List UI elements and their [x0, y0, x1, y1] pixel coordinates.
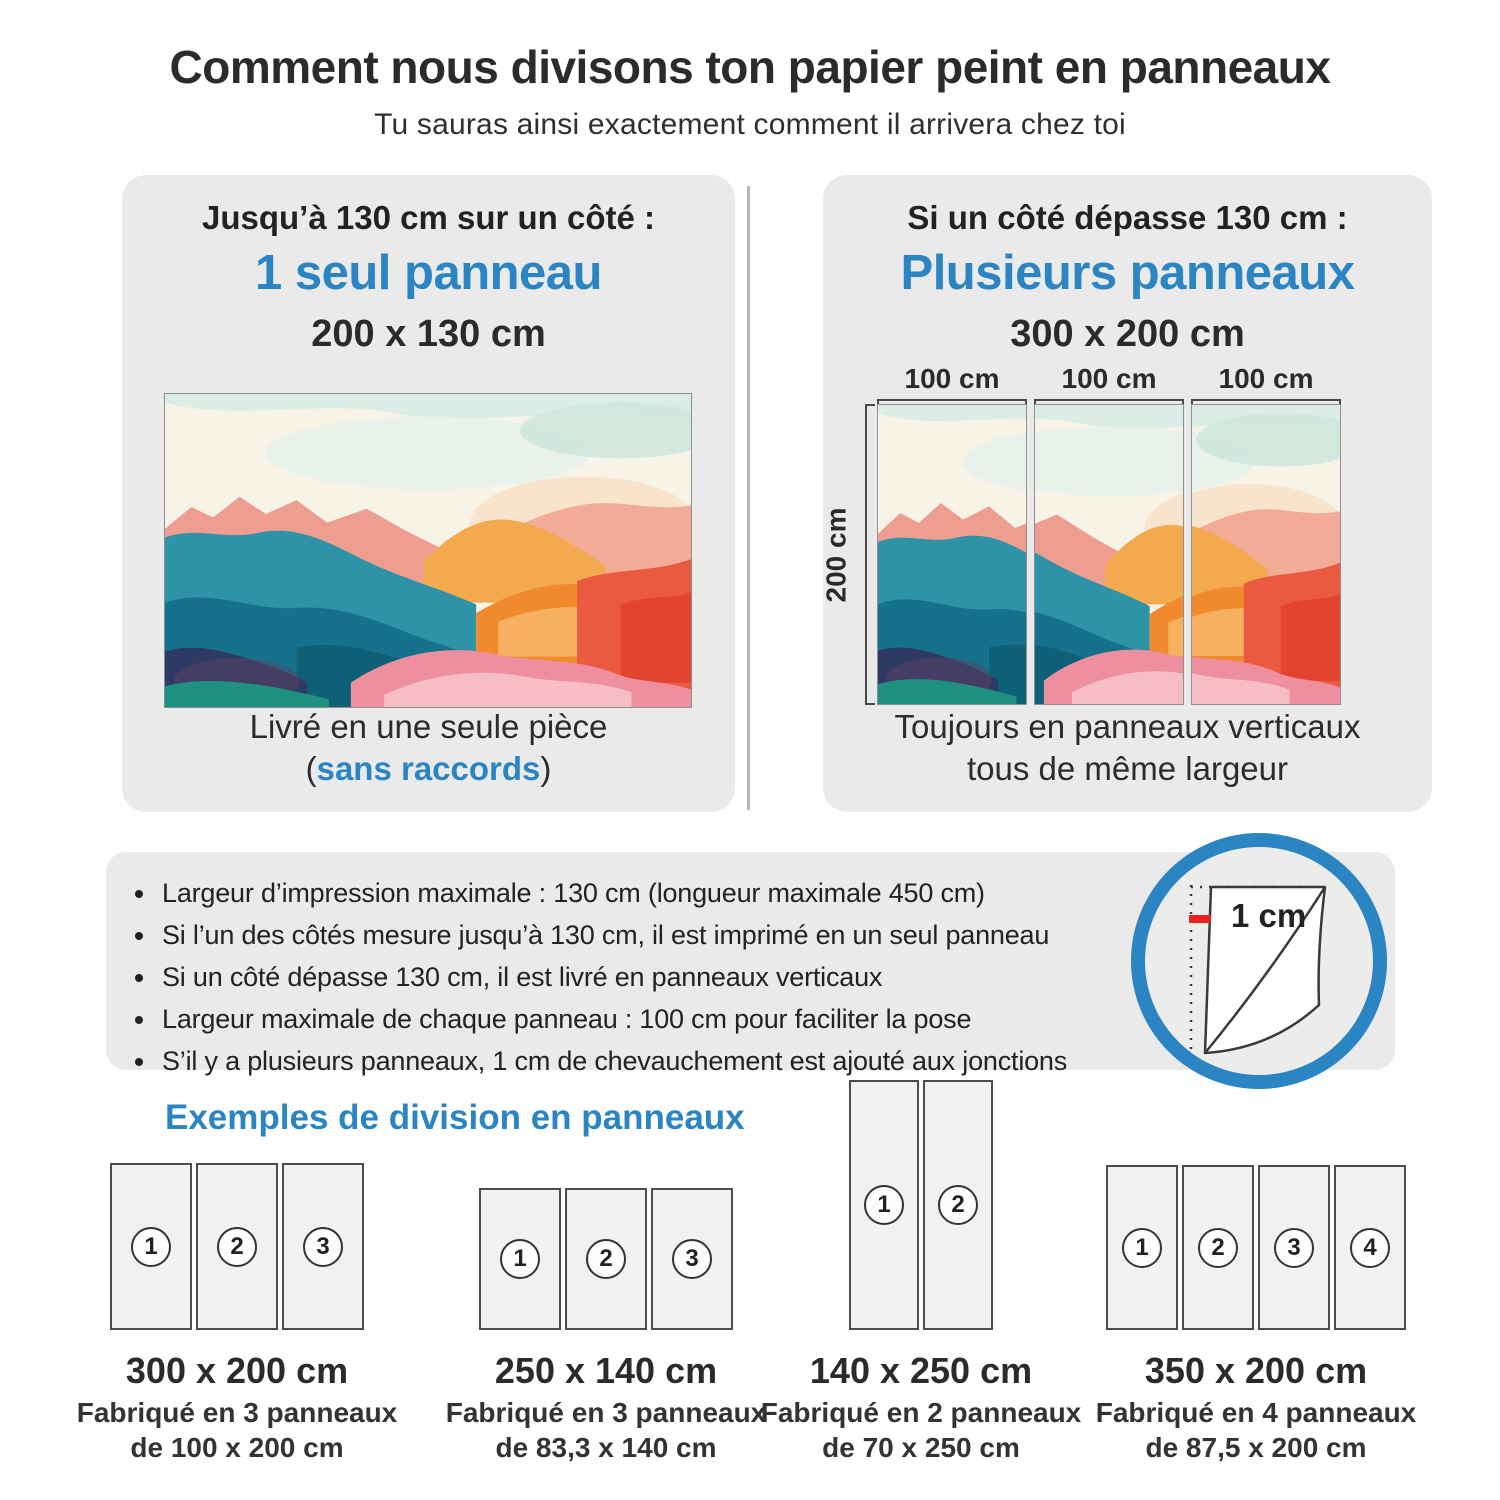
wallpaper-panel-3: [1191, 404, 1341, 705]
multiple-panels-condition: Si un côté dépasse 130 cm :: [907, 199, 1348, 236]
caption-open: (: [305, 750, 317, 787]
example-detail: de 83,3 x 140 cm: [495, 1432, 717, 1463]
example-panel: [1334, 1165, 1406, 1330]
panel-number: 2: [938, 1185, 978, 1225]
multiple-panels-card: [820, 175, 1432, 812]
example-detail: Fabriqué en 3 panneaux: [445, 1397, 767, 1428]
panel-number: 2: [586, 1239, 626, 1279]
example-detail: de 87,5 x 200 cm: [1145, 1432, 1367, 1463]
single-panel-caption: [122, 706, 735, 790]
panel-number: 2: [1198, 1228, 1238, 1268]
example-size: 350 x 200 cm: [1144, 1350, 1368, 1391]
width-label-1: 100 cm: [904, 363, 1000, 394]
rule-item: • Si l’un des côtés mesure jusqu’à 130 cm, il est imprimé en un seul panneau: [158, 914, 1395, 956]
example-detail: de 100 x 200 cm: [130, 1432, 344, 1463]
example-panel: [110, 1163, 192, 1330]
caption-highlight: sans raccords: [316, 750, 541, 787]
example-panels: [110, 1163, 364, 1330]
overlap-diagram-icon: [1131, 833, 1387, 1089]
caption-line2: tous de même largeur: [967, 750, 1288, 787]
rule-item: • Largeur d’impression maximale : 130 cm (longueur maximale 450 cm): [158, 872, 1395, 914]
wallpaper-preview-single: [164, 393, 692, 708]
example-panels: [849, 1080, 993, 1330]
panel-number: 3: [1274, 1228, 1314, 1268]
example-size: 250 x 140 cm: [494, 1350, 718, 1391]
example-detail: Fabriqué en 2 panneaux: [760, 1397, 1082, 1428]
example-detail: de 70 x 250 cm: [822, 1432, 1020, 1463]
example-panels: [479, 1188, 733, 1330]
panel-height-label-wrap: [811, 404, 861, 705]
example-250x140: [431, 1092, 781, 1464]
examples-heading: Exemples de division en panneaux: [165, 1098, 745, 1137]
example-size: 140 x 250 cm: [809, 1350, 1033, 1391]
watercolor-slice-2: [1035, 405, 1183, 704]
rule-item: • Largeur maximale de chaque panneau : 100 cm pour faciliter la pose: [158, 998, 1395, 1040]
example-panel: [196, 1163, 278, 1330]
multiple-panels-headline: Plusieurs panneaux: [900, 246, 1355, 300]
cards-divider: [747, 186, 750, 810]
example-panels: [1106, 1165, 1406, 1330]
example-panel: [1106, 1165, 1178, 1330]
example-detail: Fabriqué en 4 panneaux: [1095, 1397, 1417, 1428]
example-panel: [923, 1080, 993, 1330]
panel-number: 3: [303, 1227, 343, 1267]
caption-line1: Toujours en panneaux verticaux: [894, 708, 1361, 745]
example-detail: Fabriqué en 3 panneaux: [76, 1397, 398, 1428]
example-panel: [651, 1188, 733, 1330]
panel-number: 2: [217, 1227, 257, 1267]
single-panel-card: [122, 175, 735, 812]
panel-width-labels: [877, 363, 1341, 395]
panel-number: 1: [864, 1185, 904, 1225]
panel-number: 1: [500, 1239, 540, 1279]
example-140x250: [746, 1092, 1096, 1464]
single-panel-headline: 1 seul panneau: [254, 246, 602, 300]
width-label-3: 100 cm: [1218, 363, 1314, 394]
paper-overlap-icon: [1159, 857, 1359, 1067]
overlap-label: 1 cm: [1231, 897, 1307, 934]
page-subtitle: Tu sauras ainsi exactement comment il arrivera chez toi: [374, 108, 1126, 141]
example-350x200: [1081, 1092, 1431, 1464]
example-panel: [479, 1188, 561, 1330]
width-label-2: 100 cm: [1061, 363, 1157, 394]
page-title: Comment nous divisons ton papier peint en panneaux: [169, 41, 1331, 93]
panel-number: 3: [672, 1239, 712, 1279]
example-300x200: [62, 1092, 412, 1464]
watercolor-artwork: [165, 394, 691, 707]
caption-line1: Livré en une seule pièce: [249, 708, 608, 745]
watercolor-slice-3: [1192, 405, 1340, 704]
watercolor-slice-1: [878, 405, 1026, 704]
rule-item: • Si un côté dépasse 130 cm, il est livré en panneaux verticaux: [158, 956, 1395, 998]
single-panel-condition: Jusqu’à 130 cm sur un côté :: [202, 199, 655, 236]
multiple-panels-caption: [823, 706, 1432, 790]
wallpaper-panel-1: [877, 404, 1027, 705]
wallpaper-panel-2: [1034, 404, 1184, 705]
multiple-panels-dimensions: 300 x 200 cm: [1010, 313, 1245, 355]
example-panel: [1182, 1165, 1254, 1330]
example-panel: [1258, 1165, 1330, 1330]
example-panel: [282, 1163, 364, 1330]
example-panel: [565, 1188, 647, 1330]
panel-number: 1: [131, 1227, 171, 1267]
caption-close: ): [540, 750, 552, 787]
wallpaper-preview-panels: [877, 404, 1341, 705]
height-label: 200 cm: [820, 507, 851, 602]
example-panel: [849, 1080, 919, 1330]
panel-number: 1: [1122, 1228, 1162, 1268]
rule-item: • S’il y a plusieurs panneaux, 1 cm de chevauchement est ajouté aux jonctions: [158, 1040, 1395, 1082]
height-measure-bracket: [865, 404, 875, 705]
example-size: 300 x 200 cm: [125, 1350, 349, 1391]
single-panel-dimensions: 200 x 130 cm: [311, 313, 546, 355]
panel-number: 4: [1350, 1228, 1390, 1268]
